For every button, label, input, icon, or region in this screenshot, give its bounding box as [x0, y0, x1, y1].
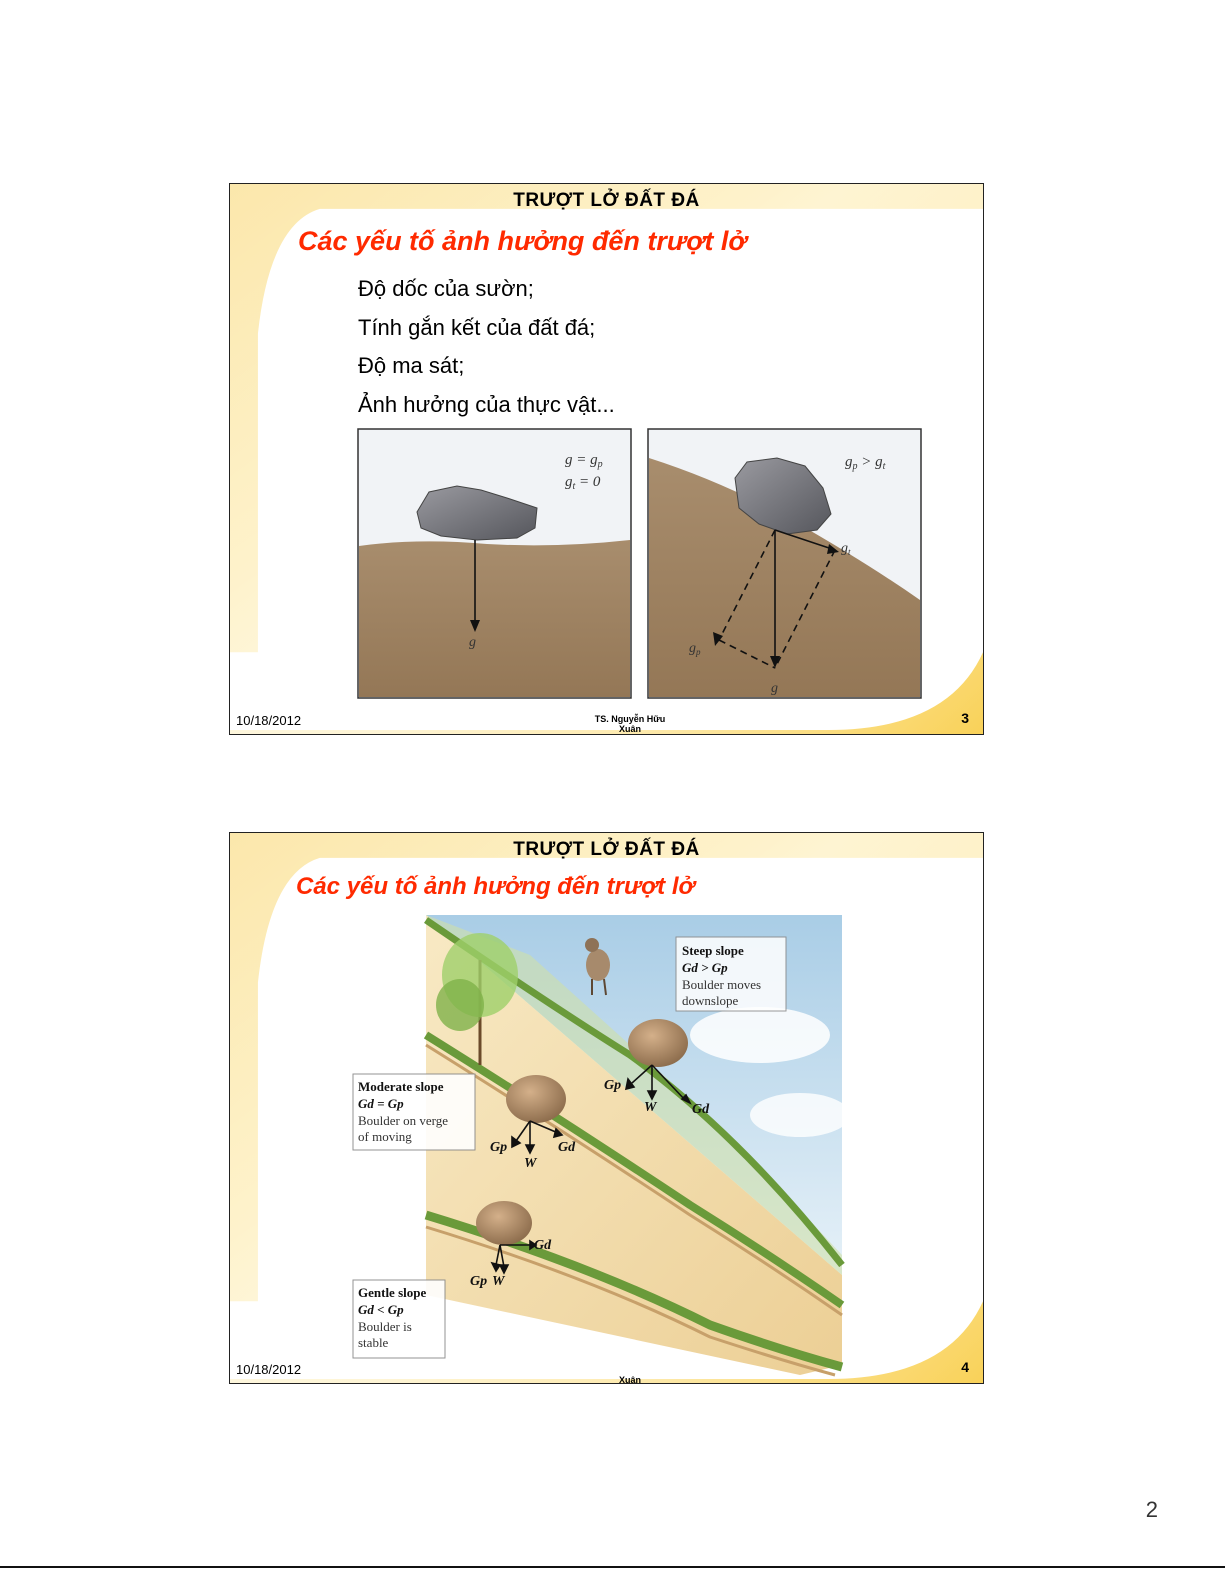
author-name-cont: Xuân [618, 1375, 641, 1384]
gravity-label: g [771, 681, 778, 696]
page-number: 2 [1145, 1497, 1158, 1522]
svg-text:Steep slope: Steep slope [682, 943, 744, 958]
equal-forces-label: $g = g_p$ [565, 452, 603, 470]
slope-info-boxes [352, 1073, 482, 1363]
gp-label: Gp [470, 1274, 488, 1289]
svg-text:Boulder moves: Boulder moves [682, 977, 762, 992]
inequality-label: $g_p > g_t$ [845, 454, 886, 472]
slide-number: 3 [961, 710, 969, 726]
slide-author [570, 714, 690, 734]
svg-text:Boulder on verge: Boulder on verge [358, 1113, 449, 1128]
gd-label: Gd [692, 1102, 710, 1117]
slide-author [570, 1375, 690, 1384]
boulder-icon [506, 1075, 566, 1123]
zero-tangent-label: $g_t = 0$ [565, 474, 601, 492]
svg-text:Gd > Gp: Gd > Gp [682, 960, 728, 975]
bullet-item: Ảnh hưởng của thực vật... [358, 391, 615, 417]
slide-4 [229, 832, 984, 1384]
gp-label: $g_p$ [689, 641, 701, 657]
slide-number: 4 [961, 1359, 969, 1375]
slide-date: 10/18/2012 [236, 1362, 302, 1377]
gravity-label: g [469, 635, 476, 650]
w-label: W [492, 1274, 505, 1289]
gd-label: Gd [558, 1140, 576, 1155]
gp-label: Gp [604, 1078, 622, 1093]
author-name: TS. Nguyễn Hữu [594, 714, 666, 724]
moderate-slope-box [353, 1074, 475, 1150]
svg-text:downslope: downslope [682, 993, 739, 1008]
author-name-cont: Xuân [618, 724, 641, 734]
slide-heading: Các yếu tố ảnh hưởng đến trượt lở [298, 226, 747, 256]
svg-text:stable: stable [358, 1335, 389, 1350]
svg-text:Gd < Gp: Gd < Gp [358, 1302, 404, 1317]
gentle-slope-box [353, 1280, 445, 1358]
bullet-item: Tính gắn kết của đất đá; [358, 314, 596, 340]
bullet-list [358, 272, 615, 426]
slide-heading: Các yếu tố ảnh hưởng đến trượt lở [296, 873, 695, 900]
svg-text:Moderate slope: Moderate slope [358, 1079, 444, 1094]
flat-ground-panel [358, 429, 631, 698]
svg-text:Boulder is: Boulder is [358, 1319, 412, 1334]
gp-label: Gp [490, 1140, 508, 1155]
sloped-ground-panel [648, 429, 921, 698]
svg-text:Gd = Gp: Gd = Gp [358, 1096, 404, 1111]
boulder-icon [628, 1019, 688, 1067]
w-label: W [524, 1156, 537, 1171]
svg-text:Gentle slope: Gentle slope [358, 1285, 427, 1300]
w-label: W [644, 1100, 657, 1115]
slide-title: TRƯỢT LỞ ĐẤT ĐÁ [513, 190, 700, 211]
bullet-item: Độ ma sát; [358, 353, 465, 378]
slide-3 [229, 183, 984, 735]
slide-title: TRƯỢT LỞ ĐẤT ĐÁ [513, 839, 700, 860]
bullet-item: Độ dốc của sườn; [358, 276, 534, 301]
gt-label: $g_t$ [841, 541, 851, 557]
slide-date: 10/18/2012 [236, 713, 302, 728]
boulder-icon [476, 1201, 532, 1245]
gd-label: Gd [534, 1238, 552, 1253]
svg-text:of moving: of moving [358, 1129, 412, 1144]
boulder-force-figure [357, 428, 943, 700]
steep-slope-box [676, 937, 786, 1011]
bottom-rule [0, 1566, 1225, 1568]
